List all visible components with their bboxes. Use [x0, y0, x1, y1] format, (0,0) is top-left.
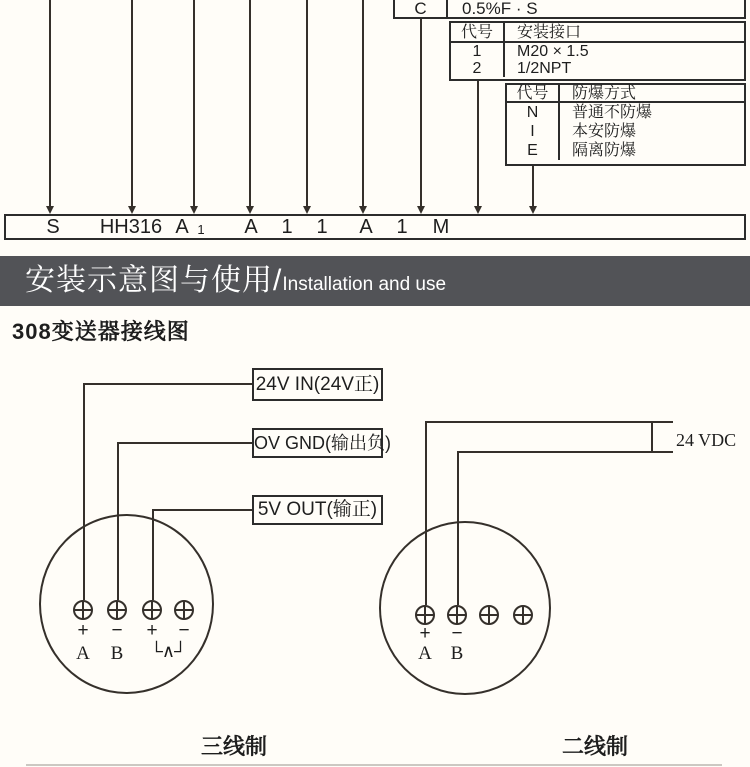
selector-line-1 — [49, 0, 51, 207]
wire-24v-horizontal — [83, 383, 252, 385]
mount-row-label: 1/2NPT — [517, 60, 572, 77]
model-code-part: HH316 — [99, 216, 163, 238]
selector-line-9 — [532, 166, 534, 207]
label-24v: 24V IN(24V正) — [255, 374, 380, 395]
grade-code: C — [414, 0, 427, 18]
mount-header-code: 代号 — [451, 23, 505, 41]
model-code-part: M — [432, 216, 450, 238]
selector-line-8 — [477, 80, 479, 207]
arrow-down-icon — [128, 206, 136, 214]
polarity-sign: + — [419, 623, 431, 644]
model-code-part: A — [244, 216, 258, 238]
terminal-icon — [107, 600, 127, 620]
terminal-icon — [73, 600, 93, 620]
polarity-sign: + — [77, 620, 89, 641]
mount-header-label: 安装接口 — [517, 24, 582, 41]
arrow-down-icon — [529, 206, 537, 214]
explosion-row-label: 普通不防爆 — [572, 104, 653, 121]
grade-value-cell — [448, 0, 746, 19]
wire-supply-bottom-horizontal — [457, 451, 673, 453]
model-code-part: 1 — [316, 216, 328, 238]
polarity-sign: − — [451, 623, 463, 644]
model-code-part: A — [359, 216, 373, 238]
polarity-sign: + — [146, 620, 158, 641]
terminal-label: B — [110, 643, 124, 664]
heater-bracket-icon: └∧┘ — [150, 641, 186, 661]
model-code-part: 1 — [281, 216, 293, 238]
model-code-subscript: 1 — [197, 222, 205, 237]
explosion-row-label: 本安防爆 — [572, 123, 637, 140]
arrow-down-icon — [474, 206, 482, 214]
banner-title-cn: 安装示意图与使用/ — [25, 264, 283, 297]
model-code-part: S — [46, 216, 60, 238]
selector-line-5 — [306, 0, 308, 207]
mount-row-code: 1 — [451, 43, 505, 60]
terminal-icon — [479, 605, 499, 625]
wiring-heading: 308变送器接线图 — [12, 319, 190, 344]
arrow-down-icon — [303, 206, 311, 214]
explosion-row-code: I — [507, 122, 560, 141]
terminal-label: A — [76, 643, 90, 664]
selector-line-4 — [249, 0, 251, 207]
arrow-down-icon — [246, 206, 254, 214]
label-box-gnd — [252, 428, 391, 458]
arrow-down-icon — [417, 206, 425, 214]
selector-line-7 — [420, 19, 422, 207]
wire-5v-horizontal — [152, 509, 252, 511]
mount-interface-table — [449, 21, 746, 81]
wire-supply-connector — [651, 421, 653, 453]
mount-row-label: M20 × 1.5 — [517, 43, 589, 60]
section-banner — [0, 256, 750, 306]
terminal-label: A — [418, 643, 432, 664]
selector-line-3 — [193, 0, 195, 207]
selector-line-2 — [131, 0, 133, 207]
mount-row-code: 2 — [451, 60, 505, 77]
bottom-divider — [26, 764, 722, 766]
explosion-header-code: 代号 — [507, 85, 560, 101]
model-code-part: 1 — [396, 216, 408, 238]
terminal-label: B — [450, 643, 464, 664]
model-code-box — [4, 214, 746, 240]
polarity-sign: − — [178, 620, 190, 641]
arrow-down-icon — [359, 206, 367, 214]
explosion-row-code: N — [507, 103, 560, 122]
grade-code-cell — [393, 0, 448, 19]
grade-value: 0.5%F · S — [462, 0, 538, 18]
label-5v: 5V OUT(输正) — [257, 499, 378, 520]
polarity-sign: − — [111, 620, 123, 641]
label-box-24v — [252, 368, 383, 401]
caption-three-wire: 三线制 — [200, 734, 267, 759]
model-code-part: A — [175, 216, 189, 238]
arrow-down-icon — [46, 206, 54, 214]
caption-two-wire: 二线制 — [561, 734, 628, 759]
wire-gnd-horizontal — [117, 442, 252, 444]
arrow-down-icon — [190, 206, 198, 214]
terminal-icon — [513, 605, 533, 625]
terminal-icon — [174, 600, 194, 620]
wire-supply-top-horizontal — [425, 421, 673, 423]
banner-title-en: Installation and use — [282, 274, 447, 295]
selector-line-6 — [362, 0, 364, 207]
explosion-header-label: 防爆方式 — [572, 85, 637, 102]
explosion-row-code: E — [507, 141, 560, 160]
label-gnd: OV GND(输出负) — [254, 433, 391, 453]
explosion-row-label: 隔离防爆 — [572, 142, 637, 159]
supply-label: 24 VDC — [676, 430, 737, 450]
terminal-icon — [415, 605, 435, 625]
terminal-icon — [447, 605, 467, 625]
explosion-proof-table — [505, 83, 746, 166]
label-box-5v — [252, 495, 383, 525]
terminal-icon — [142, 600, 162, 620]
